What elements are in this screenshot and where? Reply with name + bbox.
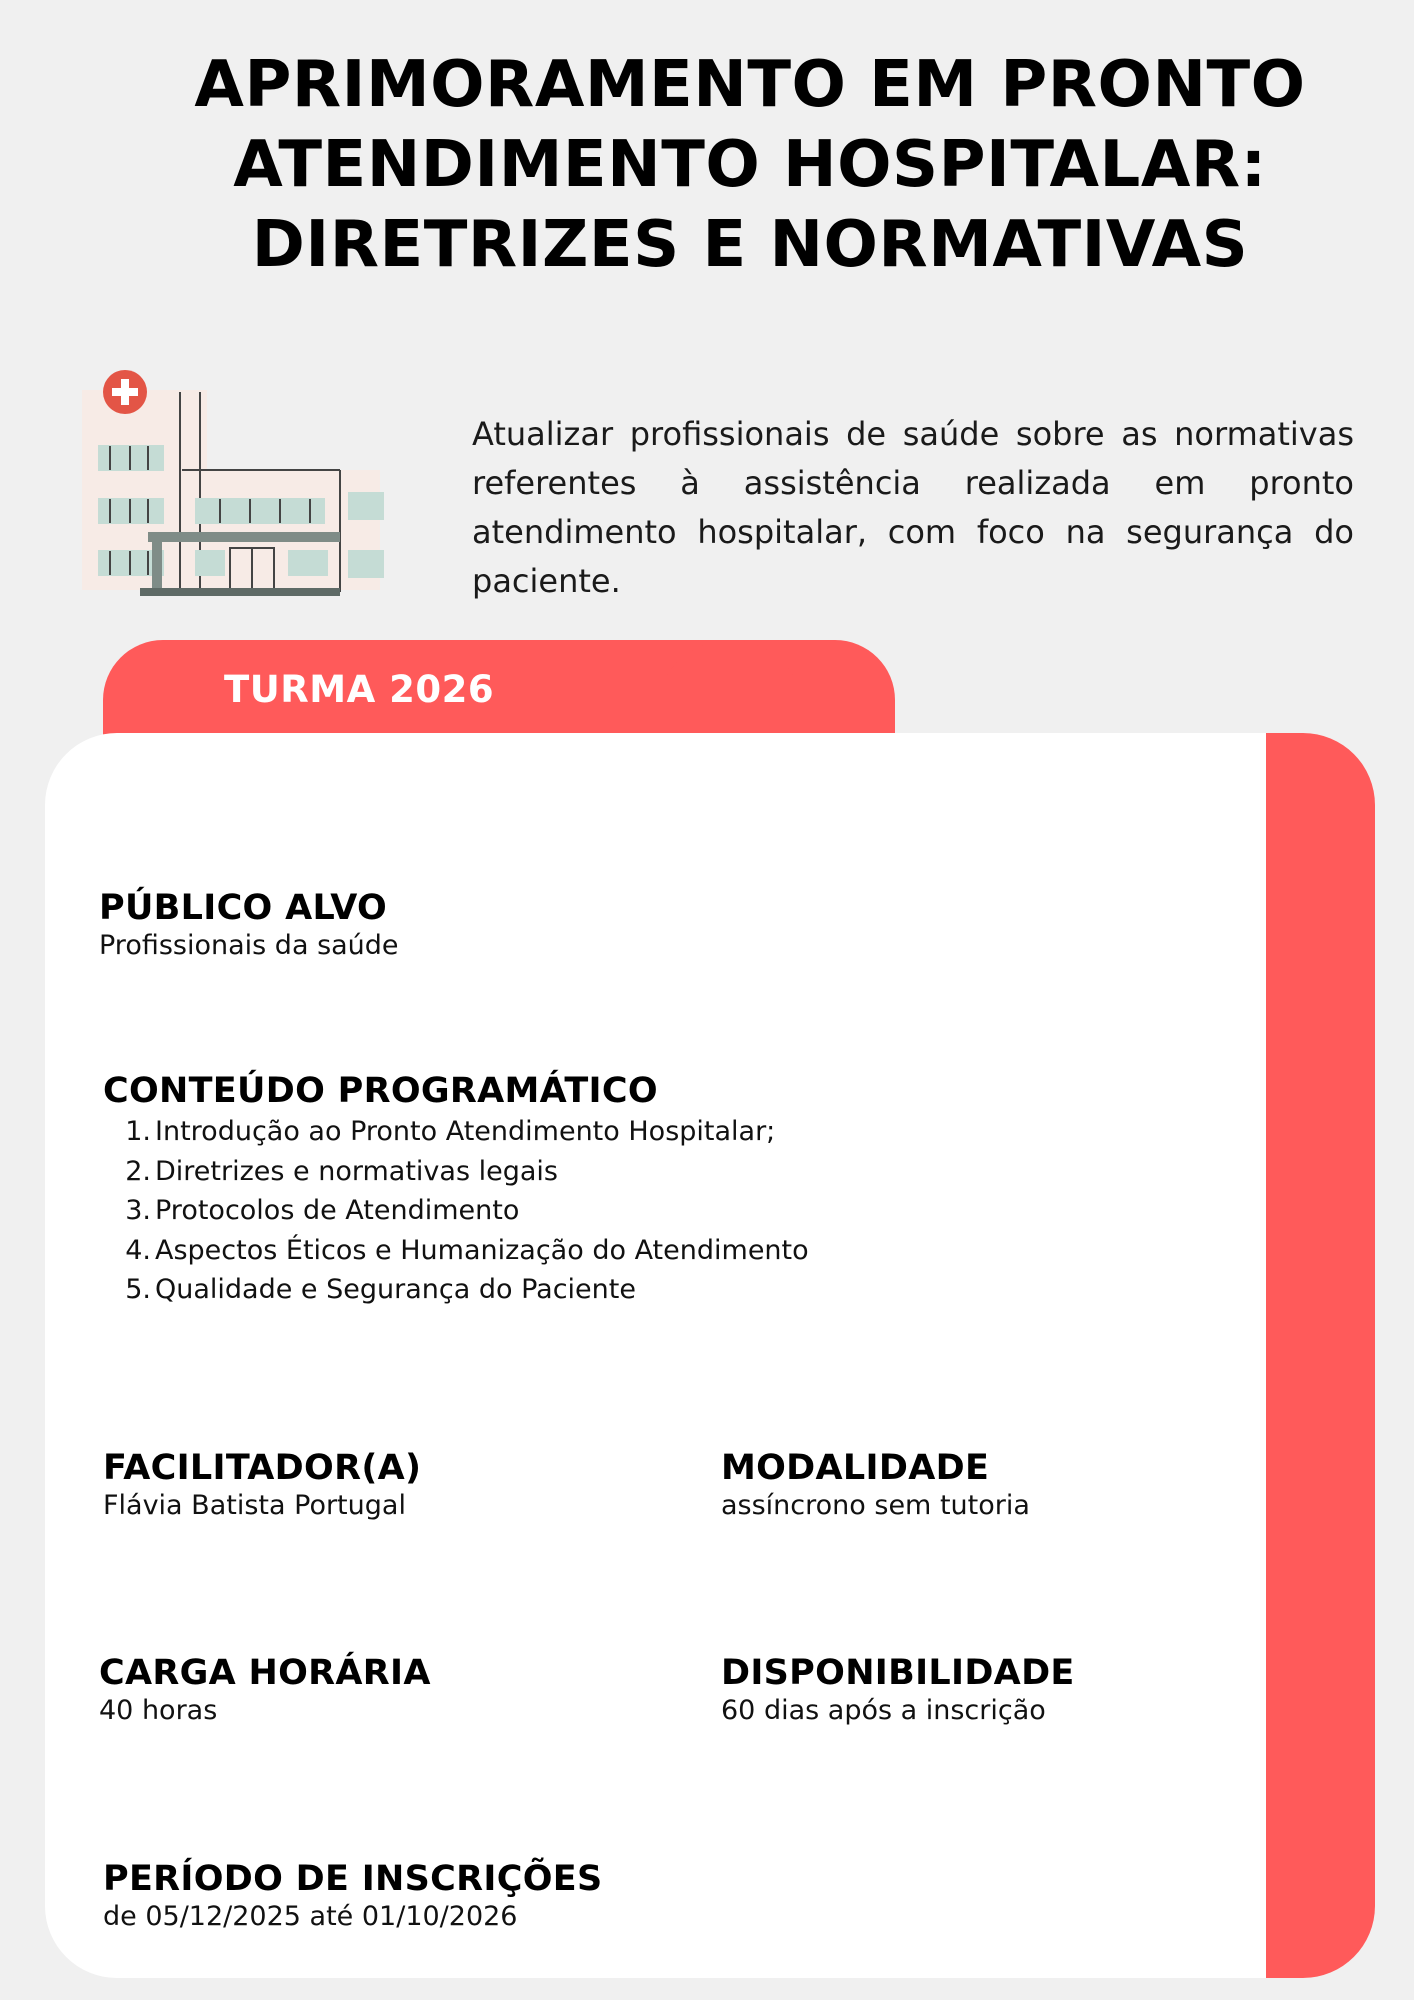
title-line-3: DIRETRIZES E NORMATIVAS bbox=[251, 208, 1249, 282]
list-item: 5. Qualidade e Segurança do Paciente bbox=[125, 1274, 636, 1305]
workload-value: 40 horas bbox=[99, 1695, 218, 1726]
list-item: 3. Protocolos de Atendimento bbox=[125, 1195, 520, 1226]
enrollment-period-section bbox=[103, 1858, 602, 1934]
facilitator-heading: FACILITADOR(A) bbox=[103, 1448, 422, 1488]
hospital-building-icon bbox=[70, 360, 390, 610]
list-item: 4. Aspectos Éticos e Humanização do Atendimento bbox=[125, 1234, 809, 1266]
availability-value: 60 dias após a inscrição bbox=[721, 1695, 1046, 1726]
modality-heading: MODALIDADE bbox=[721, 1448, 990, 1488]
facilitator-section bbox=[103, 1447, 421, 1523]
syllabus-heading: CONTEÚDO PROGRAMÁTICO bbox=[103, 1071, 658, 1111]
workload-section bbox=[99, 1652, 431, 1728]
accent-stripe bbox=[1266, 733, 1375, 1978]
page-title bbox=[120, 45, 1380, 285]
availability-heading: DISPONIBILIDADE bbox=[721, 1653, 1075, 1693]
list-item: 1. Introdução ao Pronto Atendimento Hospitalar; bbox=[125, 1116, 776, 1147]
target-audience-section bbox=[99, 887, 399, 963]
enrollment-period-value: de 05/12/2025 até 01/10/2026 bbox=[103, 1901, 518, 1932]
target-audience-heading: PÚBLICO ALVO bbox=[99, 888, 388, 928]
class-label: TURMA 2026 bbox=[224, 668, 495, 711]
workload-heading: CARGA HORÁRIA bbox=[99, 1653, 431, 1693]
modality-value: assíncrono sem tutoria bbox=[721, 1490, 1030, 1521]
syllabus-list bbox=[123, 1112, 809, 1310]
modality-section bbox=[721, 1447, 1030, 1523]
syllabus-section bbox=[103, 1070, 809, 1310]
availability-section bbox=[721, 1652, 1075, 1728]
title-line-2: ATENDIMENTO HOSPITALAR: bbox=[233, 128, 1267, 202]
facilitator-value: Flávia Batista Portugal bbox=[103, 1490, 406, 1521]
title-line-1: APRIMORAMENTO EM PRONTO bbox=[194, 48, 1306, 122]
enrollment-period-heading: PERÍODO DE INSCRIÇÕES bbox=[103, 1859, 603, 1899]
list-item: 2. Diretrizes e normativas legais bbox=[125, 1155, 558, 1187]
target-audience-value: Profissionais da saúde bbox=[99, 930, 399, 961]
course-description: Atualizar profissionais de saúde sobre as normativas referentes à assistência realizada em pronto atendimento hospitalar, com foco na segurança do paciente. bbox=[472, 415, 1354, 600]
